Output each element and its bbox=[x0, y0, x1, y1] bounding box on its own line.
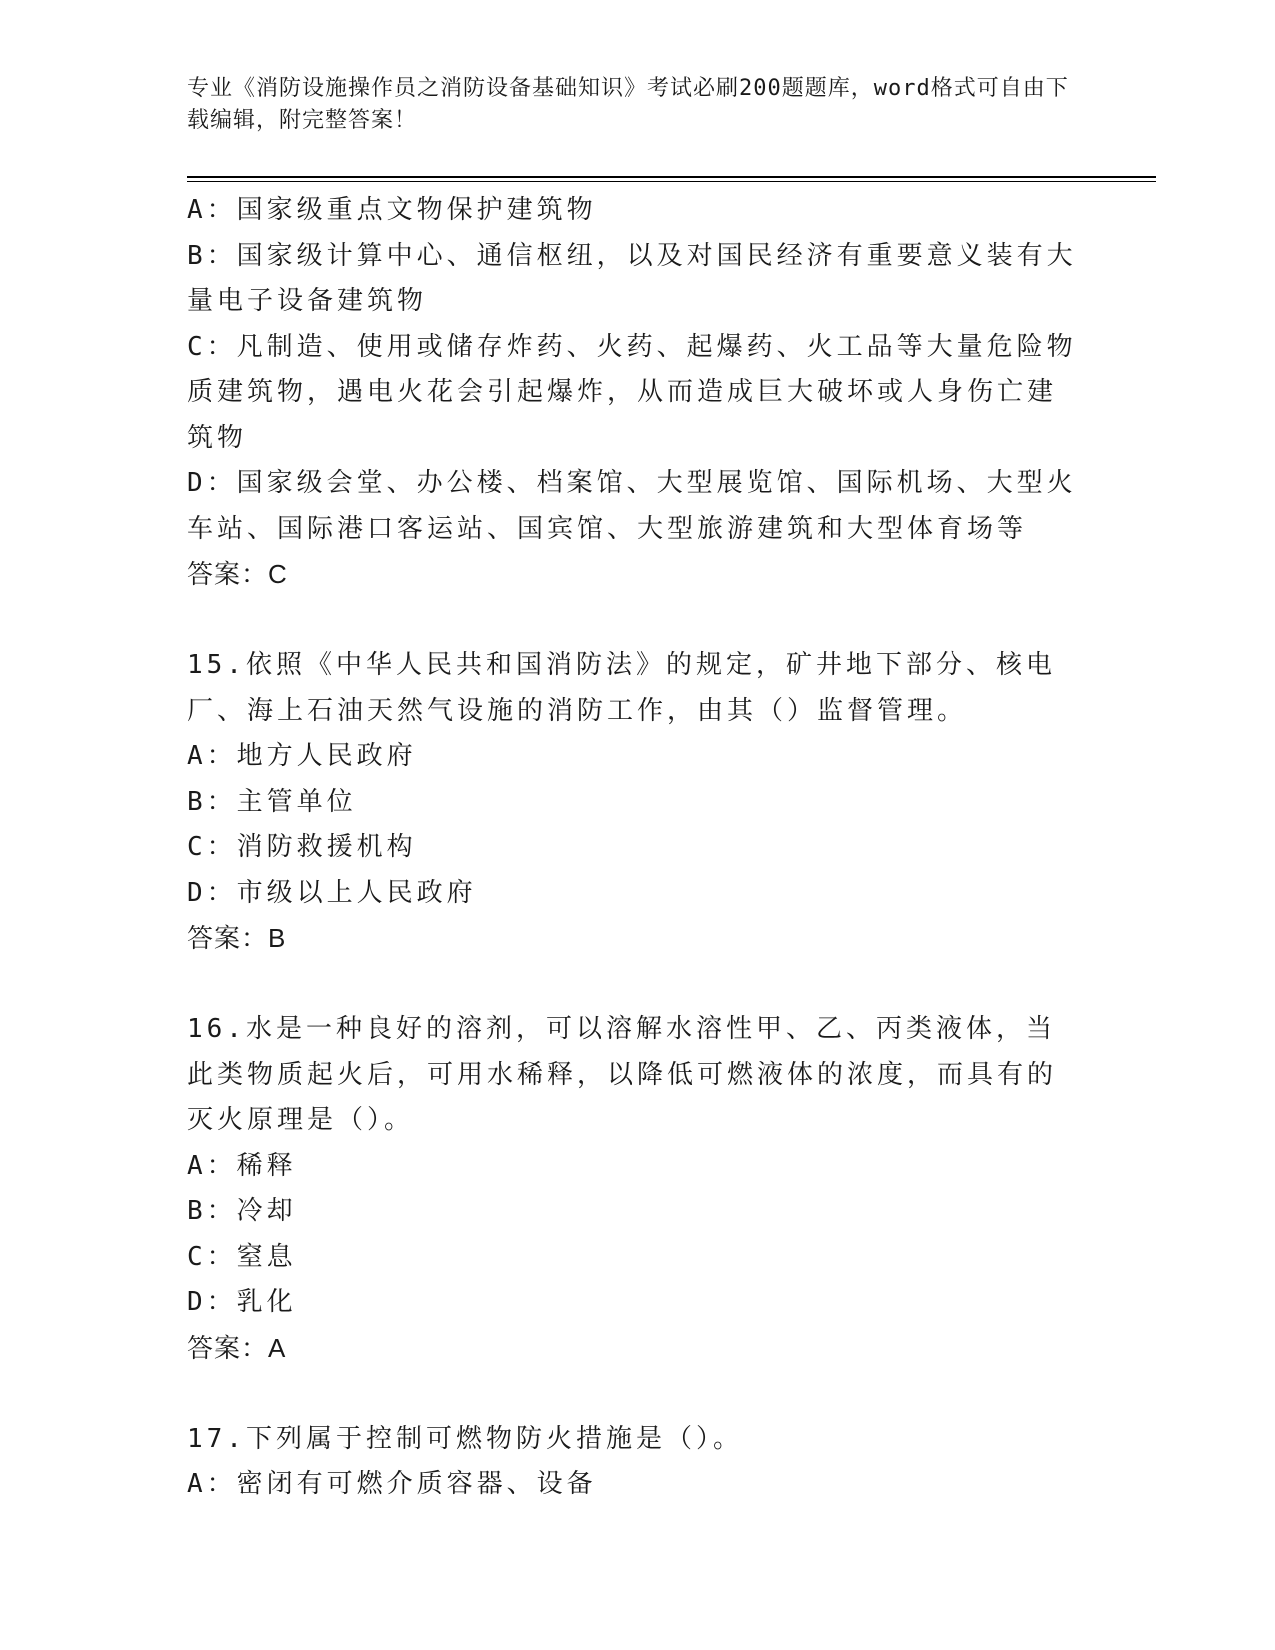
question-content bbox=[187, 188, 1077, 1508]
answer-line: 答案：A bbox=[187, 1332, 287, 1363]
answer-line: 答案：B bbox=[187, 923, 287, 953]
spacer bbox=[187, 962, 1077, 1008]
option-a: A：国家级重点文物保护建筑物 bbox=[187, 195, 597, 225]
option-a: A：稀释 bbox=[187, 1150, 297, 1181]
option-c: C：消防救援机构 bbox=[187, 832, 417, 862]
question-15 bbox=[187, 643, 1077, 962]
option-a: A：地方人民政府 bbox=[187, 741, 417, 771]
answer-line: 答案：C bbox=[187, 559, 288, 589]
option-b: B：冷却 bbox=[187, 1196, 297, 1226]
option-b: B：国家级计算中心、通信枢纽，以及对国民经济有重要意义装有大量电子设备建筑物 bbox=[187, 240, 1077, 316]
question-16 bbox=[187, 1007, 1077, 1371]
question-text: 15.依照《中华人民共和国消防法》的规定，矿井地下部分、核电厂、海上石油天然气设施的消防工作，由其（）监督管理。 bbox=[187, 650, 1056, 726]
option-c: C：凡制造、使用或储存炸药、火药、起爆药、火工品等大量危险物质建筑物，遇电火花会引起爆炸，从而造成巨大破坏或人身伤亡建筑物 bbox=[187, 331, 1077, 453]
header-divider-thin bbox=[187, 181, 1156, 182]
spacer bbox=[187, 598, 1077, 644]
previous-question-block bbox=[187, 188, 1077, 598]
option-d: D：市级以上人民政府 bbox=[187, 877, 477, 908]
option-d: D：国家级会堂、办公楼、档案馆、大型展览馆、国际机场、大型火车站、国际港口客运站、国宾馆、大型旅游建筑和大型体育场等 bbox=[187, 468, 1077, 544]
question-text: 16.水是一种良好的溶剂，可以溶解水溶性甲、乙、丙类液体，当此类物质起火后，可用水稀释，以降低可燃液体的浓度，而具有的灭火原理是（）。 bbox=[187, 1014, 1058, 1135]
spacer bbox=[187, 1371, 1077, 1417]
option-c: C：窒息 bbox=[187, 1241, 297, 1272]
option-d: D：乳化 bbox=[187, 1287, 297, 1317]
option-a: A：密闭有可燃介质容器、设备 bbox=[187, 1469, 597, 1499]
question-text: 17.下列属于控制可燃物防火措施是（）。 bbox=[187, 1423, 743, 1454]
header-divider bbox=[187, 176, 1156, 178]
option-b: B：主管单位 bbox=[187, 786, 357, 817]
question-17 bbox=[187, 1417, 1077, 1508]
document-header-title: 专业《消防设施操作员之消防设备基础知识》考试必刷200题题库，word格式可自由下载编辑，附完整答案！ bbox=[187, 76, 1069, 133]
